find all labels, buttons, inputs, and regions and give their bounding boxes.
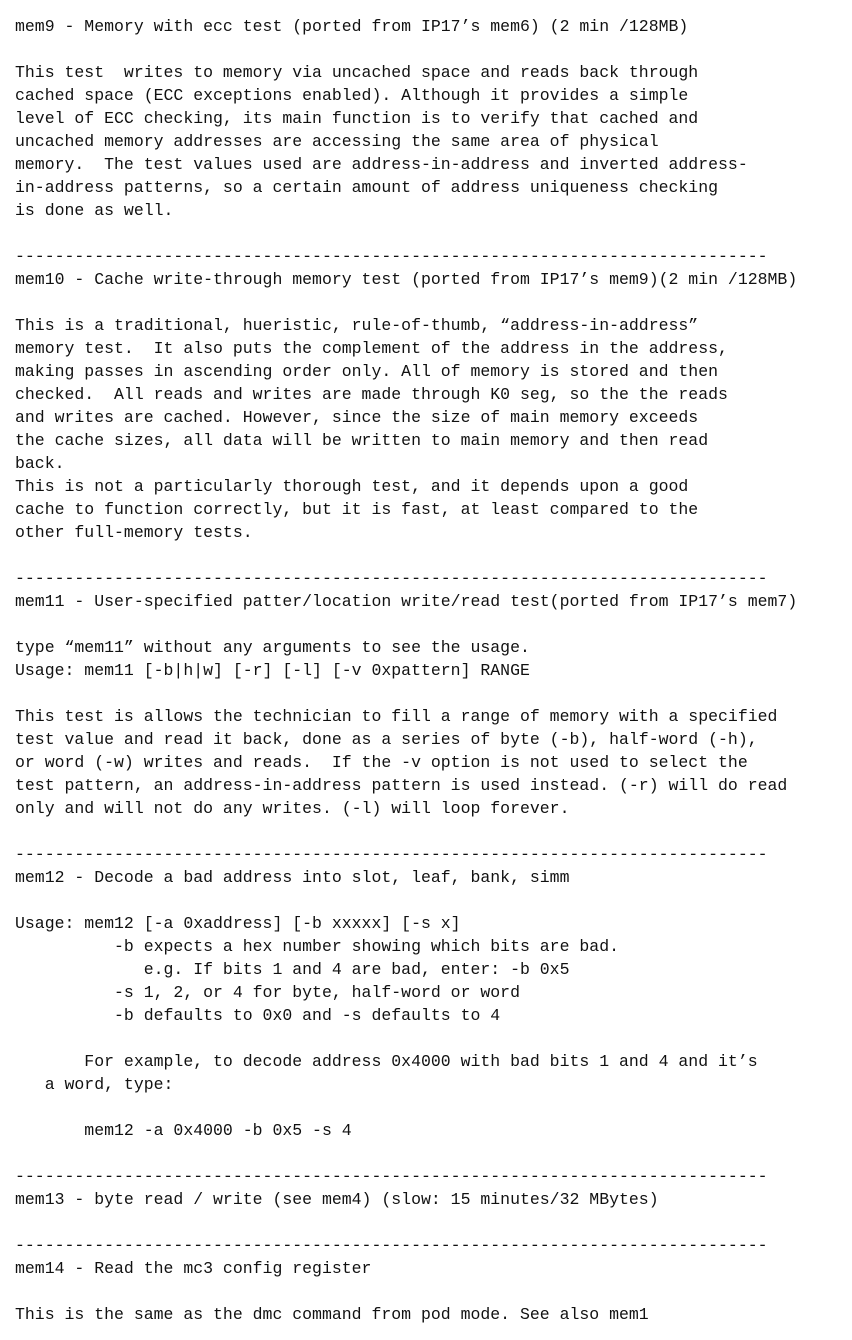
section-divider: ---------------------------------------------------------------------------- [15,1167,768,1186]
section-heading: mem9 - Memory with ecc test (ported from IP17’s mem6) (2 min /128MB) [15,17,689,36]
text-line: This is not a particularly thorough test, and it depends upon a good [15,477,689,496]
section-divider: ---------------------------------------------------------------------------- [15,845,768,864]
text-line: -b defaults to 0x0 and -s defaults to 4 [15,1006,501,1025]
text-line: cache to function correctly, but it is fast, at least compared to the [15,500,699,519]
text-line: checked. All reads and writes are made through K0 seg, so the the reads [15,385,728,404]
text-line: test pattern, an address-in-address pattern is used instead. (-r) will do read [15,776,788,795]
text-line: making passes in ascending order only. All of memory is stored and then [15,362,719,381]
text-line: is done as well. [15,201,174,220]
text-line: Usage: mem12 [-a 0xaddress] [-b xxxxx] [-s x] [15,914,461,933]
text-line: This test is allows the technician to fill a range of memory with a specified [15,707,778,726]
text-line: or word (-w) writes and reads. If the -v option is not used to select the [15,753,748,772]
text-line: test value and read it back, done as a series of byte (-b), half-word (-h), [15,730,758,749]
section-divider: ---------------------------------------------------------------------------- [15,569,768,588]
section-heading: mem10 - Cache write-through memory test (ported from IP17’s mem9)(2 min /128MB) [15,270,798,289]
text-line: memory test. It also puts the complement of the address in the address, [15,339,728,358]
text-line: uncached memory addresses are accessing the same area of physical [15,132,659,151]
section-heading: mem13 - byte read / write (see mem4) (slow: 15 minutes/32 MBytes) [15,1190,659,1209]
section-heading: mem12 - Decode a bad address into slot, leaf, bank, simm [15,868,570,887]
text-line: -s 1, 2, or 4 for byte, half-word or word [15,983,520,1002]
text-line: This is a traditional, hueristic, rule-of-thumb, “address-in-address” [15,316,699,335]
text-line: -b expects a hex number showing which bits are bad. [15,937,619,956]
text-line: memory. The test values used are address-in-address and inverted address- [15,155,748,174]
text-line: This test writes to memory via uncached space and reads back through [15,63,699,82]
text-line: For example, to decode address 0x4000 with bad bits 1 and 4 and it’s [15,1052,758,1071]
text-line: Usage: mem11 [-b|h|w] [-r] [-l] [-v 0xpattern] RANGE [15,661,530,680]
text-line: in-address patterns, so a certain amount of address uniqueness checking [15,178,719,197]
section-divider: ---------------------------------------------------------------------------- [15,1236,768,1255]
text-line: This is the same as the dmc command from pod mode. See also mem1 [15,1305,649,1324]
section-heading: mem14 - Read the mc3 config register [15,1259,372,1278]
text-line: only and will not do any writes. (-l) will loop forever. [15,799,570,818]
text-line: level of ECC checking, its main function is to verify that cached and [15,109,699,128]
text-line: type “mem11” without any arguments to see the usage. [15,638,530,657]
text-line: other full-memory tests. [15,523,253,542]
text-line: and writes are cached. However, since the size of main memory exceeds [15,408,699,427]
section-heading: mem11 - User-specified patter/location write/read test(ported from IP17’s mem7) [15,592,798,611]
text-line: e.g. If bits 1 and 4 are bad, enter: -b 0x5 [15,960,570,979]
text-line: the cache sizes, all data will be written to main memory and then read [15,431,709,450]
text-line: back. [15,454,65,473]
text-line: a word, type: [15,1075,174,1094]
section-divider: ---------------------------------------------------------------------------- [15,247,768,266]
text-line: cached space (ECC exceptions enabled). Although it provides a simple [15,86,689,105]
text-line: mem12 -a 0x4000 -b 0x5 -s 4 [15,1121,352,1140]
